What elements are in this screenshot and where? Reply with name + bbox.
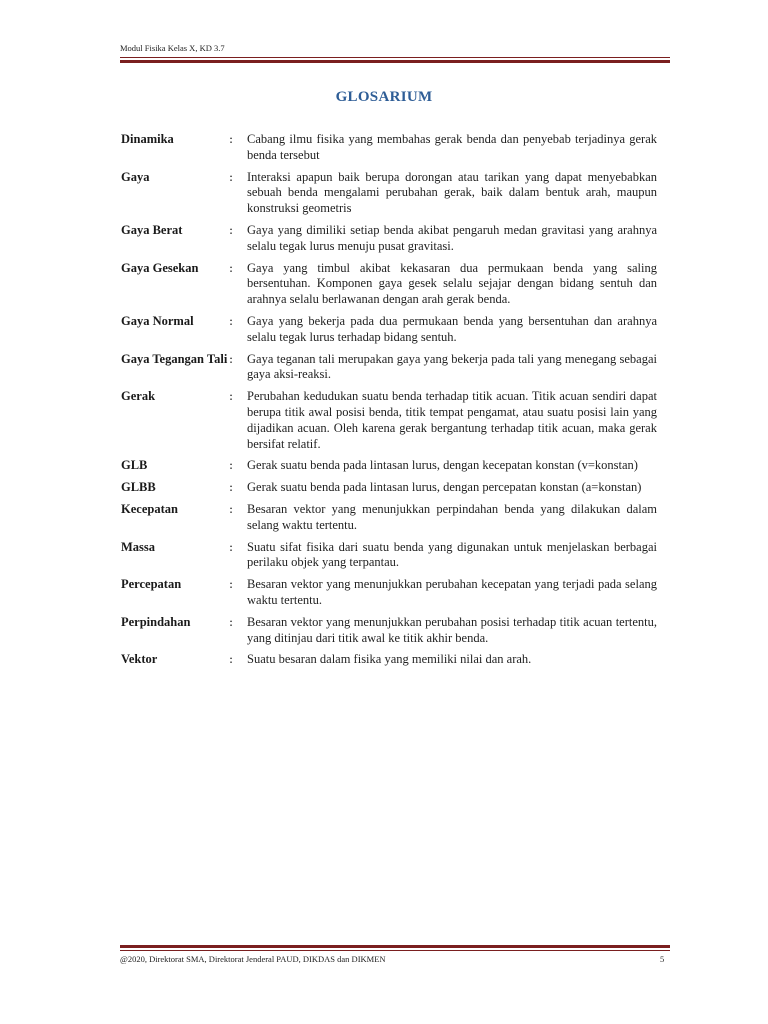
footer-copyright: @2020, Direktorat SMA, Direktorat Jenderal PAUD, DIKDAS dan DIKMEN <box>120 954 386 964</box>
module-label: Modul Fisika Kelas X, KD 3.7 <box>120 43 225 53</box>
glossary-definition: Besaran vektor yang menunjukkan perpindahan benda yang dilakukan dalam selang waktu tertentu. <box>247 501 657 532</box>
glossary-entry <box>121 480 657 496</box>
glossary-entry <box>121 132 657 164</box>
glossary-term: Perpindahan <box>121 614 191 629</box>
glossary-term: Gerak <box>121 389 156 404</box>
glossary-definition: Gaya yang dimiliki setiap benda akibat pengaruh medan gravitasi yang arahnya selalu tegak lurus menuju pusat gravitasi. <box>247 222 657 253</box>
term-separator: : <box>229 501 234 516</box>
glossary-definition: Gerak suatu benda pada lintasan lurus, dengan percepatan konstan (a=konstan) <box>247 480 642 495</box>
term-separator: : <box>229 577 234 592</box>
term-separator: : <box>229 132 234 146</box>
glossary-entry <box>121 540 657 572</box>
page-title: GLOSARIUM <box>335 89 433 105</box>
term-separator: : <box>229 351 234 366</box>
glossary-definition: Gaya yang timbul akibat kekasaran dua permukaan benda yang saling bersentuhan. Komponen gaya gesek selalu sejajar dengan bidang sentuh dan arahnya selalu berlawanan dengan arah gerak benda. <box>247 260 657 307</box>
glossary-definition: Suatu sifat fisika dari suatu benda yang digunakan untuk menjelaskan berbagai perilaku objek yang terpantau. <box>247 539 657 570</box>
glossary-entry <box>121 502 657 534</box>
glossary-entry <box>121 170 657 217</box>
term-separator: : <box>229 458 234 473</box>
glossary-term: Vektor <box>121 652 158 667</box>
term-separator: : <box>229 652 234 667</box>
glossary-term: GLB <box>121 458 148 473</box>
glossary-entry <box>121 352 657 384</box>
glossary-entry <box>121 261 657 308</box>
glossary-list <box>121 132 657 674</box>
term-separator: : <box>229 480 234 495</box>
glossary-definition: Interaksi apapun baik berupa dorongan atau tarikan yang dapat menyebabkan sebuah benda mengalami perubahan gerak, baik dalam bentuk arah, maupun konstruksi geometris <box>247 169 657 216</box>
glossary-definition: Gaya yang bekerja pada dua permukaan benda yang bersentuhan dan arahnya selalu tegak lurus terhadap bidang sentuh. <box>247 313 657 344</box>
glossary-term: Percepatan <box>121 577 182 592</box>
glossary-entry <box>121 314 657 346</box>
glossary-term: Gaya Gesekan <box>121 260 199 275</box>
glossary-definition: Besaran vektor yang menunjukkan perubahan kecepatan yang terjadi pada selang waktu tertentu. <box>247 577 657 607</box>
glossary-definition: Besaran vektor yang menunjukkan perubahan posisi terhadap titik acuan tertentu, yang ditinjau dari titik awal ke titik akhir benda. <box>247 614 657 645</box>
glossary-term: Gaya Berat <box>121 222 183 237</box>
term-separator: : <box>229 169 234 184</box>
term-separator: : <box>229 614 234 629</box>
glossary-definition: Suatu besaran dalam fisika yang memiliki nilai dan arah. <box>247 652 532 667</box>
term-separator: : <box>229 539 234 554</box>
glossary-term: GLBB <box>121 480 156 495</box>
term-separator: : <box>229 313 234 328</box>
footer-rule-thick <box>120 945 670 948</box>
glossary-entry <box>121 577 657 609</box>
term-separator: : <box>229 260 234 275</box>
glossary-entry <box>121 652 657 668</box>
glossary-entry <box>121 458 657 474</box>
glossary-definition: Gerak suatu benda pada lintasan lurus, dengan kecepatan konstan (v=konstan) <box>247 458 638 473</box>
glossary-term: Gaya Normal <box>121 313 194 328</box>
glossary-term: Dinamika <box>121 132 174 146</box>
glossary-term: Gaya Tegangan Tali <box>121 351 228 366</box>
term-separator: : <box>229 222 234 237</box>
glossary-entry <box>121 389 657 452</box>
glossary-term: Massa <box>121 539 156 554</box>
glossary-entry <box>121 615 657 647</box>
glossary-term: Kecepatan <box>121 501 178 516</box>
header-rule-thin <box>120 57 670 58</box>
glossary-term: Gaya <box>121 169 150 184</box>
glossary-definition: Gaya teganan tali merupakan gaya yang bekerja pada tali yang menegang sebagai gaya aksi-reaksi. <box>247 351 657 382</box>
glossary-entry <box>121 223 657 255</box>
term-separator: : <box>229 389 234 404</box>
footer-rule-thin <box>120 950 670 951</box>
glossary-definition: Cabang ilmu fisika yang membahas gerak benda dan penyebab terjadinya gerak benda tersebut <box>247 132 657 162</box>
page-number: 5 <box>660 954 665 964</box>
glossary-definition: Perubahan kedudukan suatu benda terhadap titik acuan. Titik acuan sendiri dapat berupa titik awal posisi benda, titik tempat pengamat, atau suatu posisi lain yang dijadikan acuan. Oleh karena gerak bergantung terhadap titik acuan, maka gerak bersifat relatif. <box>247 389 657 451</box>
header-rule-thick <box>120 60 670 63</box>
